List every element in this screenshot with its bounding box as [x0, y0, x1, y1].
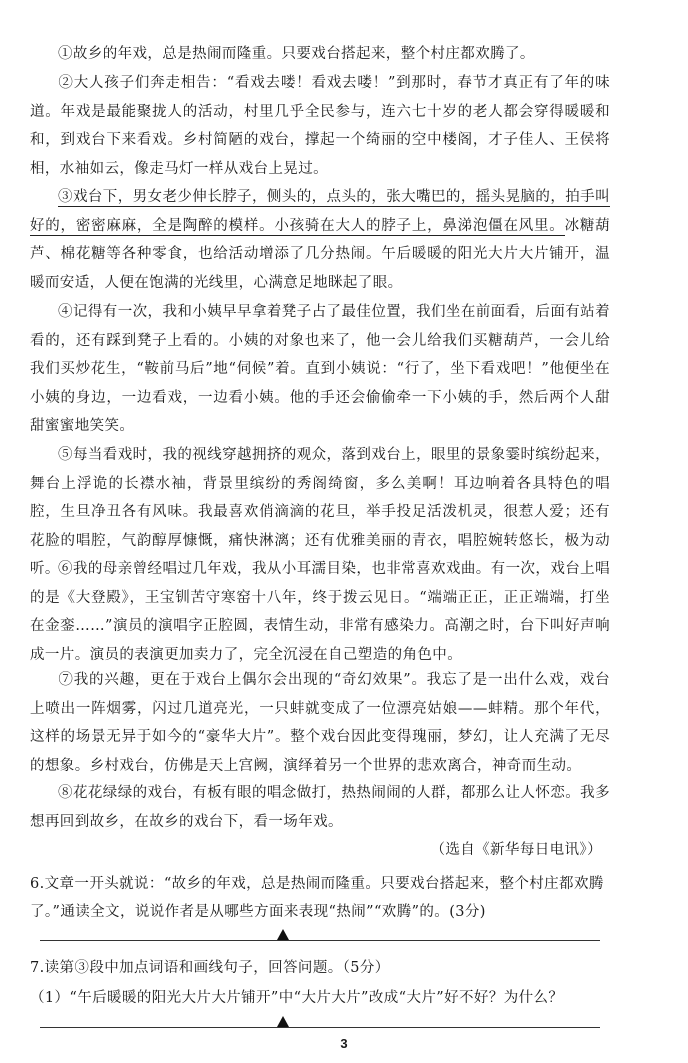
question-7-stem: 7.读第③段中加点词语和画线句子，回答问题。（5分） [30, 960, 390, 976]
paragraph-8-text: ⑧花花绿绿的戏台，有板有眼的唱念做打，热热闹闹的人群，都那么让人怀恋。我多想再回到故乡，在故乡的戏台下，看一场年戏。 [30, 785, 610, 830]
page-number: 3 [340, 1036, 348, 1051]
paragraph-1-text: ①故乡的年戏，总是热闹而隆重。只要戏台搭起来，整个村庄都欢腾了。 [58, 46, 535, 62]
answer-line-q6[interactable] [40, 940, 600, 941]
paragraph-3 [30, 183, 610, 297]
paragraph-3-text: 冰糖葫芦、棉花糖等各种零食，也给活动增添了几分热闹。午后暖暖的阳光大片大片铺开，温暖而安适，人便在饱满的光线里，心满意足地眯起了眼。 [30, 217, 611, 291]
source-citation: （选自《新华每日电讯》） [430, 842, 602, 858]
answer-line-q7-1[interactable] [40, 1027, 600, 1028]
paragraph-6-text: ⑥我的母亲曾经唱过几年戏，我从小耳濡目染，也非常喜欢戏曲。有一次，戏台上唱的是《大登殿》，王宝钏苦守寒窑十八年，终于拨云见日。“端端正正，正正端端，打坐在金銮……”演员的演唱字正腔圆，表情生动，非常有感染力。高潮之时，台下叫好声响成一片。演员的表演更加卖力了，完全沉浸在自己塑造的角色中。 [30, 561, 610, 663]
paragraph-2-text: ②大人孩子们奔走相告：“看戏去喽！看戏去喽！”到那时，春节才真正有了年的味道。年戏是最能聚拢人的活动，村里几乎全民参与，连六七十岁的老人都会穿得暖暖和和，到戏台下来看戏。乡村简陋的戏台，撑起一个绮丽的空中楼阁，才子佳人、王侯将相，水袖如云，像走马灯一样从戏台上晃过。 [30, 75, 610, 177]
paragraph-8 [30, 779, 610, 836]
paragraph-7-text: ⑦我的兴趣，更在于戏台上偶尔会出现的“奇幻效果”。我忘了是一出什么戏，戏台上喷出一阵烟雾，闪过几道亮光，一只蚌就变成了一位漂亮姑娘——蚌精。那个年代，这样的场景无异于如今的“豪华大片”。整个戏台因此变得瑰丽，梦幻，让人充满了无尽的想象。乡村戏台，仿佛是天上宫阙，演绎着另一个世界的悲欢离合，神奇而生动。 [30, 672, 610, 774]
paragraph-1 [30, 40, 610, 69]
question-6: 6.文章一开头就说：“故乡的年戏，总是热闹而隆重。只要戏台搭起来，整个村庄都欢腾了。”通读全文，说说作者是从哪些方面来表现“热闹”“欢腾”的。(3分) [30, 876, 604, 920]
paragraph-6 [30, 555, 610, 669]
question-7-part-1: （1）“午后暖暖的阳光大片大片铺开”中“大片大片”改成“大片”好不好？为什么？ [30, 990, 564, 1006]
answer-marker-triangle-icon [277, 1016, 289, 1027]
paragraph-7 [30, 666, 610, 780]
paragraph-2 [30, 69, 610, 183]
paragraph-5-text: ⑤每当看戏时，我的视线穿越拥挤的观众，落到戏台上，眼里的景象霎时缤纷起来，舞台上浮诡的长襟水袖，背景里缤纷的秀阁绮窗，多么美啊！耳边响着各具特色的唱腔，生旦净丑各有风味。我最喜欢俏滴滴的花旦，举手投足活泼机灵，很惹人爱；还有花脸的唱腔，气韵醇厚慷慨，痛快淋漓；还有优雅美丽的青衣，唱腔婉转悠长，极为动听。 [30, 447, 610, 578]
paragraph-4-text: ④记得有一次，我和小姨早早拿着凳子占了最佳位置，我们坐在前面看，后面有站着看的，还有踩到凳子上看的。小姨的对象也来了，他一会儿给我们买糖葫芦，一会儿给我们买炒花生，“鞍前马后”地“伺候”着。直到小姨说：“行了，坐下看戏吧！”他便坐在小姨的身边，一边看戏，一边看小姨。他的手还会偷偷牵一下小姨的手，然后两个人甜甜蜜蜜地笑笑。 [30, 304, 610, 435]
paragraph-3-underlined-sentence: ③戏台下，男女老少伸长脖子，侧头的，点头的，张大嘴巴的，摇头晃脑的，拍手叫好的，密密麻麻，全是陶醉的模样。小孩骑在大人的脖子上，鼻涕泡僵在风里。 [30, 189, 610, 234]
paragraph-4 [30, 298, 610, 441]
answer-marker-triangle-icon [277, 929, 289, 940]
